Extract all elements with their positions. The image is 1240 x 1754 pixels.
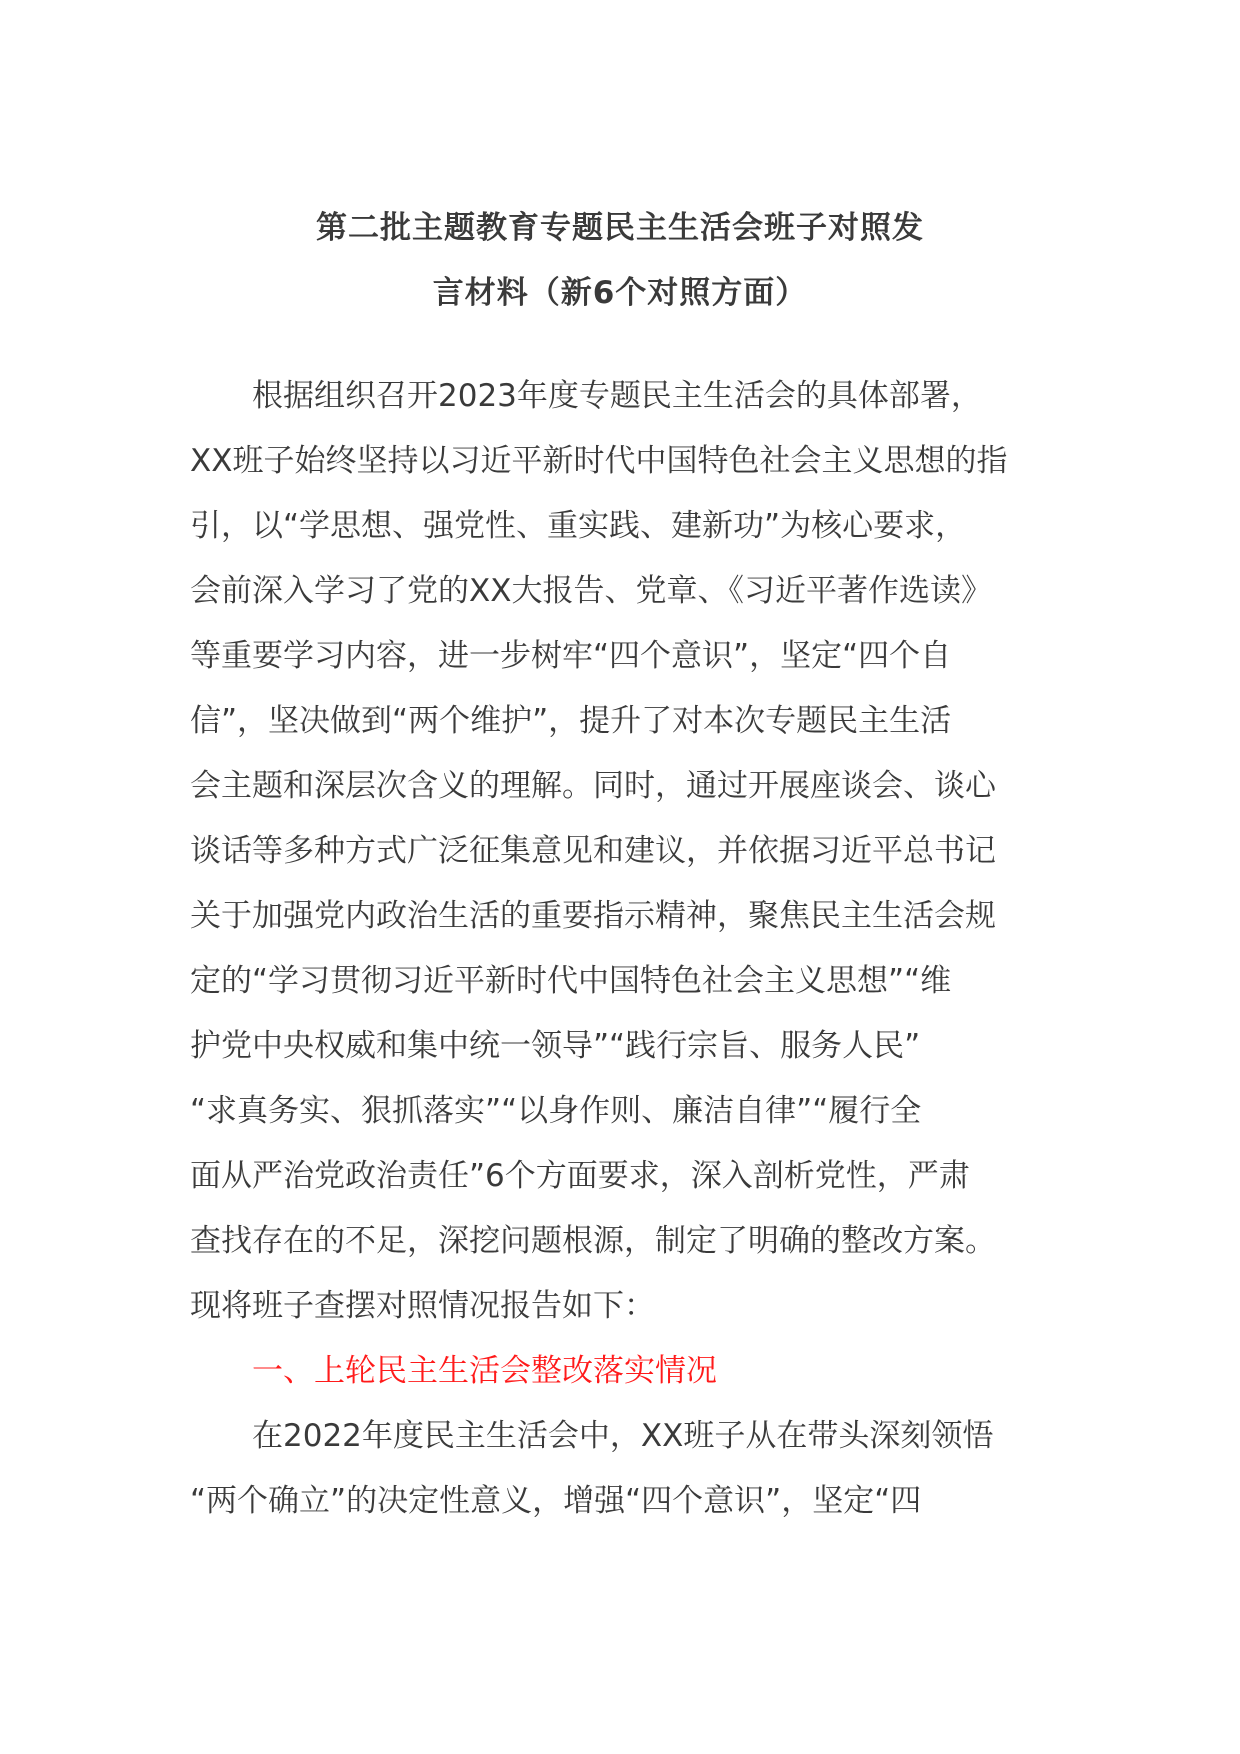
paragraph-line: 根据组织召开2023年度专题民主生活会的具体部署， bbox=[252, 378, 982, 414]
paragraph-line: “两个确立”的决定性意义，增强“四个意识”，坚定“四 bbox=[190, 1483, 922, 1519]
paragraph-line: 会主题和深层次含义的理解。同时，通过开展座谈会、谈心 bbox=[190, 768, 996, 804]
paragraph-line: 会前深入学习了党的XX大报告、党章、《习近平著作选读》 bbox=[190, 573, 992, 609]
paragraph-section1 bbox=[190, 1404, 1050, 1534]
paragraph-line: 谈话等多种方式广泛征集意见和建议，并依据习近平总书记 bbox=[190, 833, 996, 869]
document-body bbox=[190, 364, 1050, 1534]
paragraph-line: XX班子始终坚持以习近平新时代中国特色社会主义思想的指 bbox=[190, 443, 1008, 479]
paragraph-line: 定的“学习贯彻习近平新时代中国特色社会主义思想”“维 bbox=[190, 963, 952, 999]
paragraph-line: 现将班子查摆对照情况报告如下： bbox=[190, 1288, 655, 1324]
title-line-2: 言材料（新6个对照方面） bbox=[432, 275, 808, 311]
paragraph-line: 在2022年度民主生活会中，XX班子从在带头深刻领悟 bbox=[252, 1418, 994, 1454]
paragraph-line: 查找存在的不足，深挖问题根源，制定了明确的整改方案。 bbox=[190, 1223, 996, 1259]
document-title bbox=[190, 196, 1050, 326]
paragraph-intro bbox=[190, 364, 1050, 1339]
title-line-1: 第二批主题教育专题民主生活会班子对照发 bbox=[316, 210, 924, 246]
paragraph-line: “求真务实、狠抓落实”“以身作则、廉洁自律”“履行全 bbox=[190, 1093, 922, 1129]
section-heading: 一、上轮民主生活会整改落实情况 bbox=[252, 1353, 717, 1389]
paragraph-line: 面从严治党政治责任”6个方面要求，深入剖析党性，严肃 bbox=[190, 1158, 970, 1194]
paragraph-line: 护党中央权威和集中统一领导”“践行宗旨、服务人民” bbox=[190, 1028, 921, 1064]
paragraph-line: 等重要学习内容，进一步树牢“四个意识”，坚定“四个自 bbox=[190, 638, 952, 674]
paragraph-line: 关于加强党内政治生活的重要指示精神，聚焦民主生活会规 bbox=[190, 898, 996, 934]
paragraph-line: 信”，坚决做到“两个维护”，提升了对本次专题民主生活 bbox=[190, 703, 952, 739]
paragraph-line: 引，以“学思想、强党性、重实践、建新功”为核心要求， bbox=[190, 508, 967, 544]
